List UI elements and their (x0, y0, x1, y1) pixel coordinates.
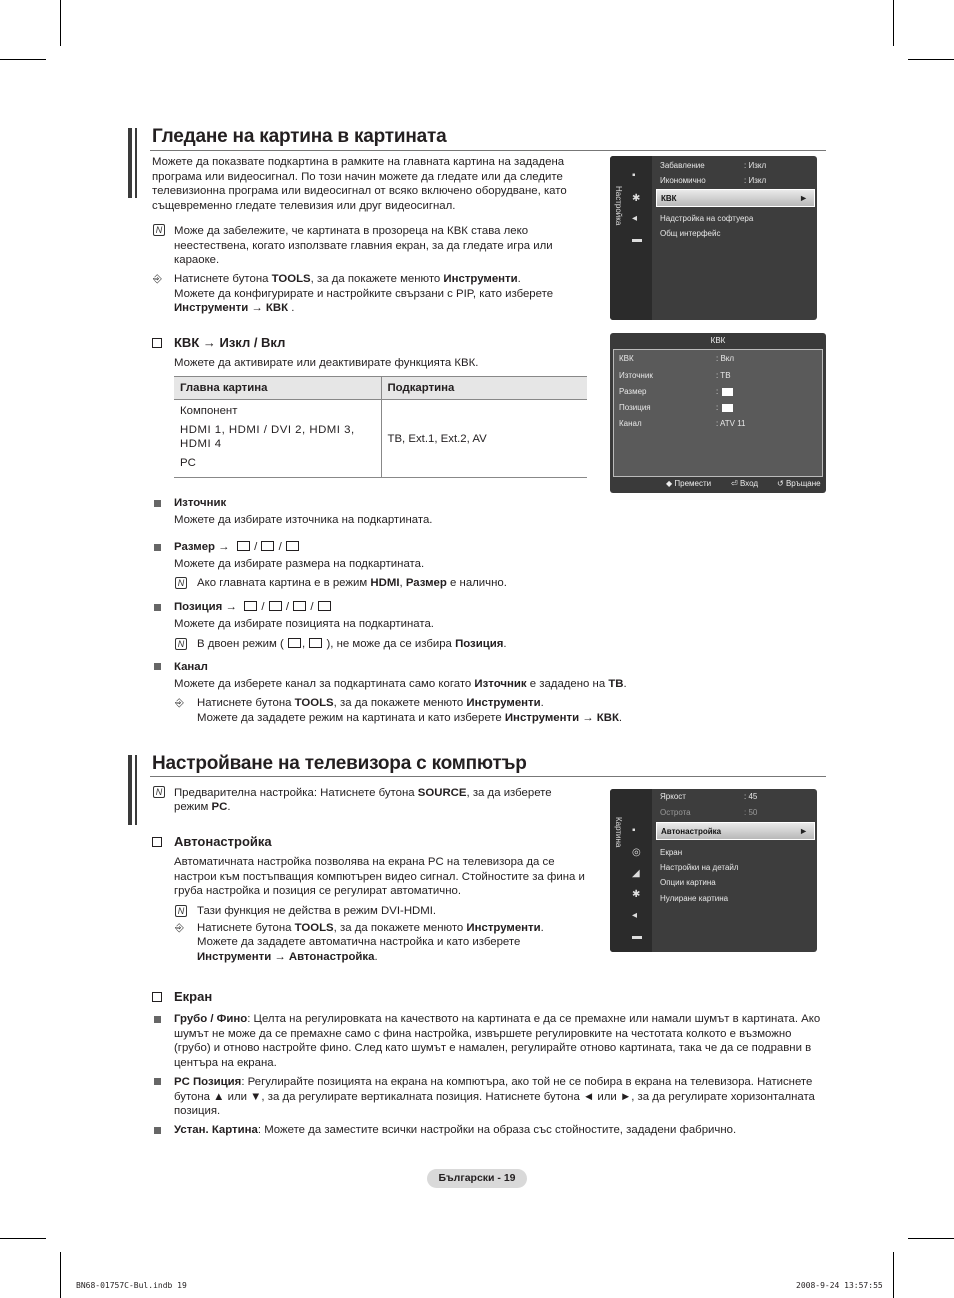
menu-item[interactable]: Надстройка на софтуера (660, 214, 754, 223)
subheading-screen: Екран (174, 989, 213, 1004)
auto-description: Автоматичната настройка позволява на екрана PC на телевизора да се настрои към постъпващия компютърен видео сигнал. Стойностите за фина и груба настройка и позиция се регулират автоматично. (174, 856, 585, 897)
speaker-icon: ◂ (632, 213, 638, 224)
crop-mark (893, 0, 894, 46)
crop-mark (908, 59, 954, 60)
tools-note-line3: Инструменти → КВК . (174, 302, 295, 314)
menu-value: : TB (716, 371, 731, 380)
osd-panel (613, 349, 823, 477)
pip-description: Можете да активирате или деактивирате функцията КВК. (174, 357, 479, 369)
crop-mark (0, 1238, 46, 1239)
speaker-icon: ◂ (632, 910, 638, 921)
tools-icon: ⎆ (153, 273, 162, 285)
checkbox-bullet (152, 338, 162, 348)
globe-icon: ◎ (632, 847, 641, 858)
note-icon: N (175, 577, 187, 589)
tools-note: Натиснете бутона TOOLS, за да покажете менюто Инструменти. (174, 273, 521, 285)
item-title: Позиция → / / / (174, 600, 332, 615)
menu-value: : 45 (744, 792, 758, 801)
table-cell: TB, Ext.1, Ext.2, AV (381, 400, 587, 478)
checkbox-bullet (152, 992, 162, 1002)
tools-note-line2: Можете да зададете автоматична настройка и като изберете (197, 936, 521, 948)
menu-item-disabled: Острота (660, 808, 691, 817)
menu-item[interactable]: Опции картина (660, 878, 716, 887)
square-bullet (154, 1078, 161, 1085)
tools-icon: ⎆ (175, 697, 184, 709)
section-title: Настройване на телевизора с компютър (152, 753, 527, 774)
size-wide-icon (261, 541, 274, 551)
tools-note: Натиснете бутона TOOLS, за да покажете менюто Инструменти. (197, 922, 544, 934)
tools-icon: ⎆ (175, 922, 184, 934)
picture-icon: ▪ (632, 825, 636, 836)
menu-side-label: Картина (614, 817, 623, 848)
menu-value: : (716, 403, 719, 412)
preset-note-line2: режим PC. (174, 801, 231, 813)
square-bullet (154, 663, 161, 670)
table-cell: Компонент (180, 405, 238, 417)
note-icon: N (175, 638, 187, 650)
table-header: Главна картина (174, 377, 381, 400)
tv-menu-setup (610, 156, 817, 320)
section-bar (128, 128, 132, 198)
menu-item[interactable]: Позиция (619, 403, 651, 412)
section-bar (135, 755, 137, 825)
channel-icon: ◢ (632, 868, 640, 879)
dual-mode-icon (288, 638, 301, 648)
input-icon: ▬ (632, 931, 642, 942)
screen-reset: Устан. Картина: Можете да заместите всички настройки на образа със стойностите, зададени фабрично. (174, 1124, 737, 1136)
position-tr-icon (293, 601, 306, 611)
nav-hint-enter: ⏎ Вход (731, 479, 759, 488)
section-bar (135, 128, 137, 198)
menu-value: : (716, 387, 719, 396)
menu-value: : Изкл (744, 176, 767, 185)
menu-item[interactable]: Канал (619, 419, 642, 428)
position-br-icon (318, 601, 331, 611)
print-file-info: BN68-01757C-Bul.indb 19 (76, 1281, 187, 1290)
size-small-icon (237, 541, 250, 551)
tools-note-line2: Можете да конфигурирате и настройките свързани с PIP, като изберете (174, 288, 554, 300)
size-icon (722, 388, 733, 396)
nav-hint-back: ↺ Връщане (777, 479, 821, 488)
menu-item[interactable]: Яркост (660, 792, 686, 801)
menu-item[interactable]: Забавление (660, 161, 705, 170)
screen-pc-position: PC Позиция: Регулирайте позицията на екрана на компютъра, ако той не се побира в екрана на телевизора. Натиснете бутона ▲ или ▼, за да регулирате вертикалната позиция. Натиснете бутона ◄ или ►, за да регулирате хоризонталната позиция. (174, 1076, 815, 1117)
input-icon: ▬ (632, 234, 642, 245)
picture-icon: ▪ (632, 170, 636, 181)
preset-note: Предварителна настройка: Натиснете бутона SOURCE, за да изберете (174, 787, 552, 799)
note-icon: N (175, 905, 187, 917)
square-bullet (154, 1016, 161, 1023)
position-tl-icon (269, 601, 282, 611)
menu-value: : 50 (744, 808, 758, 817)
screen-coarse-fine: Грубо / Фино: Целта на регулировката на качеството на картината е да се премахне или намали шумът в картината. Ако шумът не може да се премахне само с фина настройка, извършете регулировките на честотата колкото е възможно (грубо) и отново настройте фино. След като шумът е намален, регулирайте отново картината, така че да се подравни в центъра на екрана. (174, 1013, 821, 1069)
crop-mark (60, 1252, 61, 1298)
item-title: Източник (174, 497, 227, 509)
intro-paragraph: Можете да показвате подкартина в рамките на главната картина на зададена програма или видеосигнал. По този начин можете да гледате или да следите телевизионна програма или видеосигнал от всяко включено оборудване, като същевременно гледате телевизия или друг видеосигнал. (152, 156, 567, 212)
gear-icon: ✱ (632, 889, 641, 900)
menu-item-selected[interactable]: Автонастройка ► (656, 822, 815, 840)
section-title: Гледане на картина в картината (152, 126, 447, 147)
crop-mark (908, 1238, 954, 1239)
square-bullet (154, 604, 161, 611)
item-desc: Можете да изберете канал за подкартината само когато Източник е зададено на TB. (174, 678, 627, 690)
page-number-badge: Български - 19 (427, 1169, 527, 1188)
item-desc: Можете да избирате позицията на подкартината. (174, 618, 434, 630)
position-bl-icon (244, 601, 257, 611)
arrow-right-icon: ► (799, 826, 808, 836)
menu-item[interactable]: Екран (660, 848, 683, 857)
size-double-icon (286, 541, 299, 551)
item-title: Размер → / / (174, 540, 300, 555)
menu-side-label: Настройка (614, 186, 623, 226)
menu-item[interactable]: Икономично (660, 176, 706, 185)
auto-note: Тази функция не действа в режим DVI-HDMI. (197, 905, 437, 917)
dual-mode-icon (309, 638, 322, 648)
menu-item[interactable]: Нулиране картина (660, 894, 729, 903)
crop-mark (893, 1252, 894, 1298)
section-bar (128, 755, 132, 825)
divider (150, 150, 826, 151)
menu-item[interactable]: Размер (619, 387, 647, 396)
item-desc: Можете да избирате размера на подкартината. (174, 558, 425, 570)
crop-mark (60, 0, 61, 46)
menu-item[interactable]: КВК (619, 354, 634, 363)
tools-note-line2: Можете да зададете режим на картината и като изберете Инструменти → КВК. (197, 712, 623, 724)
divider (150, 776, 826, 777)
note-text: Може да забележите, че картината в прозореца на КВК става леко неестествена, когато използвате главния екран, за да гледате игра или караоке. (174, 225, 553, 266)
menu-value: : Вкл (716, 354, 735, 363)
table-header: Подкартина (381, 377, 587, 400)
table-cell: PC (180, 457, 196, 469)
note-icon: N (153, 786, 165, 798)
item-desc: Можете да избирате източника на подкартината. (174, 514, 433, 526)
subheading-auto: Автонастройка (174, 834, 272, 849)
menu-item-selected[interactable]: КВК ► (656, 189, 815, 207)
nav-hint-move: ◆ Премести (666, 479, 712, 488)
menu-item[interactable]: Настройки на детайл (660, 863, 739, 872)
tools-note: Натиснете бутона TOOLS, за да покажете менюто Инструменти. (197, 697, 544, 709)
crop-mark (0, 59, 46, 60)
position-note: В двоен режим ( , ), не може да се избира Позиция. (197, 638, 507, 650)
square-bullet (154, 544, 161, 551)
tv-menu-picture (610, 789, 817, 952)
print-date: 2008-9-24 13:57:55 (796, 1281, 883, 1290)
square-bullet (154, 500, 161, 507)
square-bullet (154, 1127, 161, 1134)
menu-value: : Изкл (744, 161, 767, 170)
arrow-right-icon: ► (799, 193, 808, 203)
return-icon: ↺ (777, 479, 786, 488)
size-note: Ако главната картина е в режим HDMI, Размер е налично. (197, 577, 507, 589)
osd-title: КВК (710, 336, 726, 345)
position-icon (722, 404, 733, 412)
gear-icon: ✱ (632, 193, 641, 204)
checkbox-bullet (152, 837, 162, 847)
menu-item[interactable]: Общ интерфейс (660, 229, 721, 238)
enter-icon: ⏎ (731, 479, 740, 488)
menu-value: : ATV 11 (716, 419, 746, 428)
table-cell: HDMI 1, HDMI / DVI 2, HDMI 3, HDMI 4 (180, 424, 355, 450)
pip-table (174, 376, 587, 478)
note-icon: N (153, 224, 165, 236)
menu-item[interactable]: Източник (619, 371, 653, 380)
tools-note-line3: Инструменти → Автонастройка. (197, 951, 378, 963)
item-title: Канал (174, 661, 208, 673)
subheading-pip: КВК → Изкл / Вкл (174, 335, 286, 350)
arrows-icon: ◆ (666, 479, 675, 488)
tv-pip-menu (610, 333, 826, 493)
